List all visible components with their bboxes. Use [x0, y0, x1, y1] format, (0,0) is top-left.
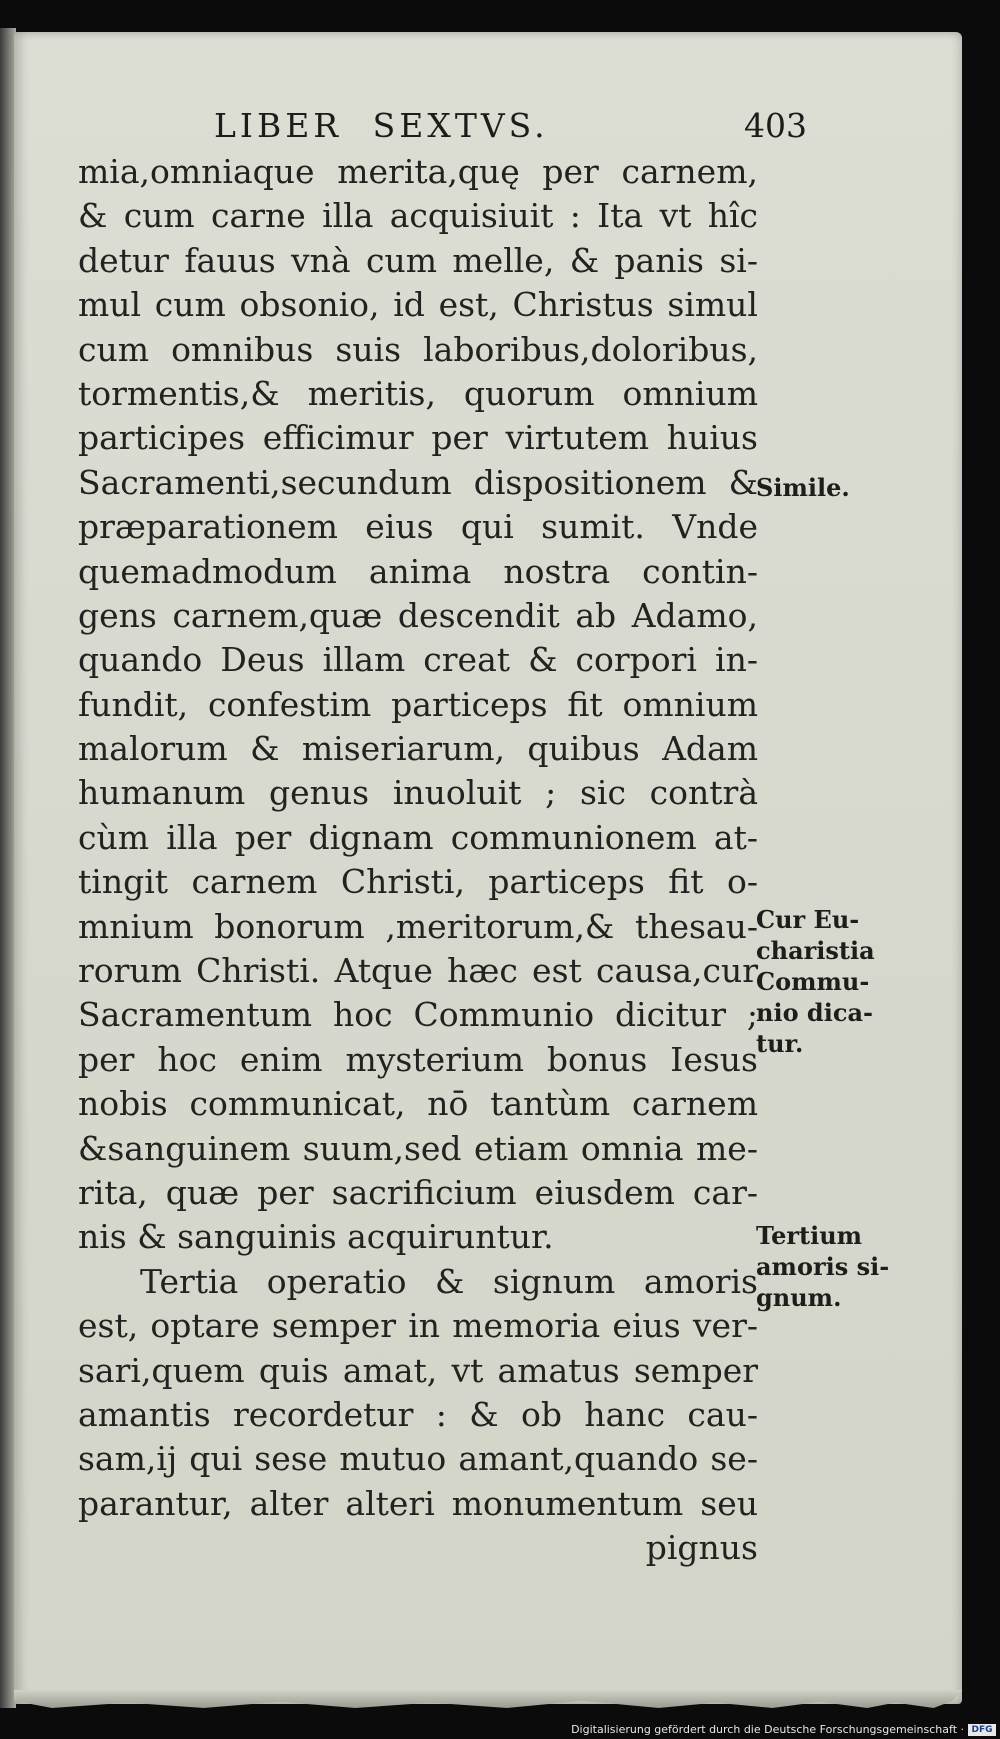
margin-note-line: tur. [756, 1029, 804, 1058]
text-line: quando Deus illam creat & corpori in- [78, 640, 758, 680]
margin-note-line: Commu- [756, 967, 870, 996]
margin-note-cur-eucharistia [756, 904, 896, 1059]
funding-credit: Digitalisierung gefördert durch die Deutsche Forschungsgemeinschaft · [571, 1723, 964, 1736]
text-line: parantur, alter alteri monumentum seu [78, 1483, 758, 1523]
text-line: rorum Christi. Atque hæc est causa,cur [78, 951, 758, 991]
text-line: detur fauus vnà cum melle, & panis si- [78, 240, 758, 280]
text-line: fundit, confestim particeps fit omnium [78, 684, 758, 724]
margin-note-line: Simile. [756, 473, 850, 502]
text-line: participes efficimur per virtutem huius [78, 418, 758, 458]
text-line: mnium bonorum ,meritorum,& thesau- [78, 906, 758, 946]
margin-note-line: amoris si- [756, 1252, 890, 1281]
text-line: gens carnem,quæ descendit ab Adamo, [78, 595, 758, 635]
text-line: rita, quæ per sacrificium eiusdem car- [78, 1172, 758, 1212]
text-line: Tertia operatio & signum amoris [140, 1261, 758, 1301]
text-line: quemadmodum anima nostra contin- [78, 551, 758, 591]
text-line: Sacramentum hoc Communio dicitur ; [78, 995, 758, 1035]
margin-note-line: gnum. [756, 1283, 842, 1312]
book-page [14, 32, 962, 1704]
text-line: est, optare semper in memoria eius ver- [78, 1306, 758, 1346]
text-line: cum omnibus suis laboribus,doloribus, [78, 329, 758, 369]
text-line: tingit carnem Christi, particeps fit o- [78, 862, 758, 902]
text-line: malorum & miseriarum, quibus Adam [78, 729, 758, 769]
text-line: per hoc enim mysterium bonus Iesus [78, 1039, 758, 1079]
margin-note-line: nio dica- [756, 998, 873, 1027]
page-bottom-edge [14, 1690, 962, 1708]
margin-note-simile [756, 472, 896, 503]
text-line: tormentis,& meritis, quorum omnium [78, 373, 758, 413]
running-head-title: LIBER SEXTVS. [214, 106, 549, 145]
text-line: nis & sanguinis acquiruntur. [78, 1217, 554, 1257]
text-line: præparationem eius qui sumit. Vnde [78, 507, 758, 547]
text-line: sam,ij qui sese mutuo amant,quando se- [78, 1439, 758, 1479]
text-line: & cum carne illa acquisiuit : Ita vt hîc [78, 196, 758, 236]
text-line: humanum genus inuoluit ; sic contrà [78, 773, 758, 813]
catchword: pignus [645, 1528, 758, 1568]
text-line: sari,quem quis amat, vt amatus semper [78, 1350, 758, 1390]
text-line: mia,omniaque merita,quę per carnem, [78, 152, 758, 191]
page-number: 403 [744, 106, 807, 145]
text-line: &sanguinem suum,sed etiam omnia me- [78, 1128, 758, 1168]
body-text [78, 150, 758, 1571]
text-line: cùm illa per dignam communionem at- [78, 817, 758, 857]
margin-note-line: charistia [756, 936, 875, 965]
running-head [14, 102, 962, 146]
text-line: amantis recordetur : & ob hanc cau- [78, 1394, 758, 1434]
text-line: mul cum obsonio, id est, Christus simul [78, 285, 758, 325]
dfg-logo-icon: DFG [968, 1724, 996, 1736]
margin-note-line: Tertium [756, 1221, 863, 1250]
footer [0, 1722, 1000, 1739]
text-line: nobis communicat, nō tantùm carnem [78, 1084, 758, 1124]
margin-note-line: Cur Eu- [756, 905, 860, 934]
margin-note-tertium-signum [756, 1220, 896, 1313]
text-line: Sacramenti,secundum dispositionem & [78, 462, 758, 502]
